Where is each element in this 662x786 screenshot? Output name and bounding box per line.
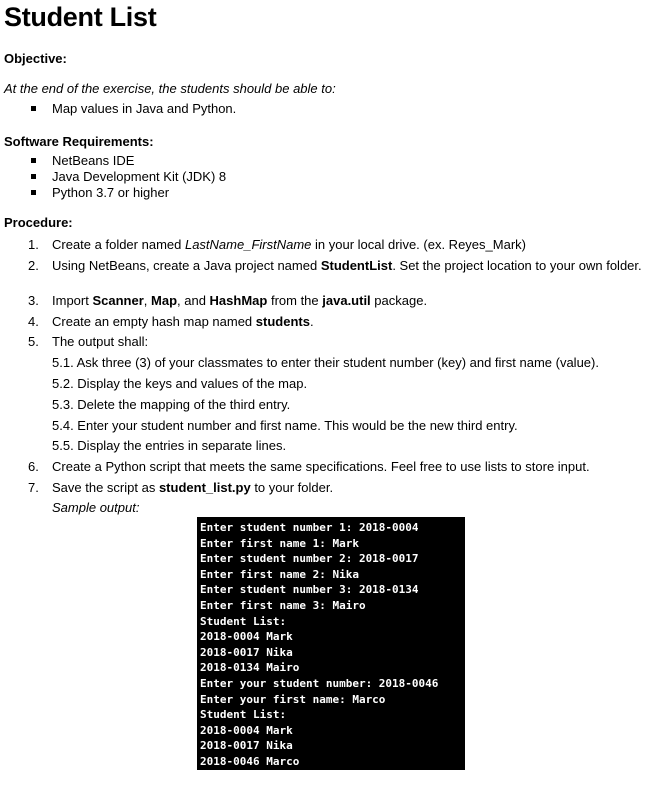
sample-output-console — [197, 517, 465, 770]
procedure-substep: 5.5. Display the entries in separate lines. — [52, 438, 287, 453]
software-item: Java Development Kit (JDK) 8 — [28, 169, 226, 185]
bold-term: students — [255, 314, 310, 329]
procedure-substep: 5.2. Display the keys and values of the map. — [52, 376, 308, 391]
console-line: 2018-0046 Marco — [200, 754, 300, 768]
bold-term: Scanner — [92, 293, 144, 308]
step-number: 1. — [28, 237, 39, 252]
software-heading: Software Requirements: — [4, 134, 154, 149]
step-text-run: Create an empty hash map named — [52, 314, 256, 329]
step-number: 3. — [28, 293, 39, 308]
step-text — [52, 293, 658, 309]
step-text-run: Import — [52, 293, 93, 308]
console-line: Enter student number 2: 2018-0017 — [200, 552, 419, 566]
step-text-run: from the — [267, 293, 323, 308]
console-line: 2018-0017 Nika — [200, 645, 293, 659]
step-text — [52, 459, 658, 475]
step-text — [52, 237, 658, 253]
step-text-run: to your folder. — [250, 480, 334, 495]
step-text — [52, 480, 658, 496]
step-text-run: , — [143, 293, 152, 308]
step-text — [52, 314, 658, 330]
page-title: Student List — [4, 2, 157, 32]
console-line: Enter student number 1: 2018-0004 — [200, 521, 419, 534]
console-line: Enter first name 1: Mark — [200, 536, 359, 550]
objective-intro: At the end of the exercise, the students should be able to: — [4, 81, 336, 96]
step-text — [52, 258, 658, 274]
console-line: 2018-0004 Mark — [200, 630, 293, 644]
step-number: 7. — [28, 480, 39, 495]
console-line: Enter student number 3: 2018-0134 — [200, 583, 419, 597]
console-line: Enter your student number: 2018-0046 — [200, 676, 439, 690]
step-number: 4. — [28, 314, 39, 329]
objective-list — [28, 101, 236, 117]
sample-output-label: Sample output: — [52, 500, 140, 515]
console-line: Enter first name 2: Nika — [200, 567, 359, 581]
italic-term: LastName_FirstName — [184, 237, 312, 252]
console-line: Enter first name 3: Mairo — [200, 598, 366, 612]
procedure-substep: 5.1. Ask three (3) of your classmates to enter their student number (key) and first name (value). — [52, 355, 599, 370]
console-line: 2018-0017 Nika — [200, 739, 293, 753]
step-text-run: Create a folder named — [52, 237, 185, 252]
bold-term: java.util — [322, 293, 371, 308]
procedure-substep: 5.3. Delete the mapping of the third entry. — [52, 397, 291, 412]
bold-term: HashMap — [209, 293, 268, 308]
software-list — [28, 153, 226, 201]
procedure-heading: Procedure: — [4, 215, 73, 230]
step-number: 6. — [28, 459, 39, 474]
step-text-run: package. — [370, 293, 428, 308]
console-line: 2018-0004 Mark — [200, 723, 293, 737]
step-number: 5. — [28, 334, 39, 349]
bold-term: Map — [151, 293, 178, 308]
step-text-run: Create a Python script that meets the same specifications. Feel free to use lists to store input. — [52, 459, 590, 474]
step-number: 2. — [28, 258, 39, 273]
step-text-run: . Set the project location to your own folder. — [392, 258, 642, 273]
step-text-run: Using NetBeans, create a Java project named — [52, 258, 321, 273]
step-text-run: The output shall: — [52, 334, 149, 349]
console-line: Student List: — [200, 708, 287, 722]
bold-term: student_list.py — [158, 480, 251, 495]
step-text-run: Save the script as — [52, 480, 159, 495]
procedure-substep: 5.4. Enter your student number and first name. This would be the new third entry. — [52, 418, 518, 433]
step-text-run: , and — [177, 293, 210, 308]
bold-term: StudentList — [320, 258, 393, 273]
step-text — [52, 334, 658, 350]
objective-heading: Objective: — [4, 51, 67, 66]
step-text-run: . — [309, 314, 314, 329]
console-line: 2018-0134 Mairo — [200, 661, 300, 675]
software-item: NetBeans IDE — [28, 153, 226, 169]
step-text-run: in your local drive. (ex. Reyes_Mark) — [311, 237, 526, 252]
console-line: Enter your first name: Marco — [200, 692, 386, 706]
objective-item: Map values in Java and Python. — [28, 101, 236, 117]
console-line: Student List: — [200, 614, 287, 628]
software-item: Python 3.7 or higher — [28, 185, 226, 201]
